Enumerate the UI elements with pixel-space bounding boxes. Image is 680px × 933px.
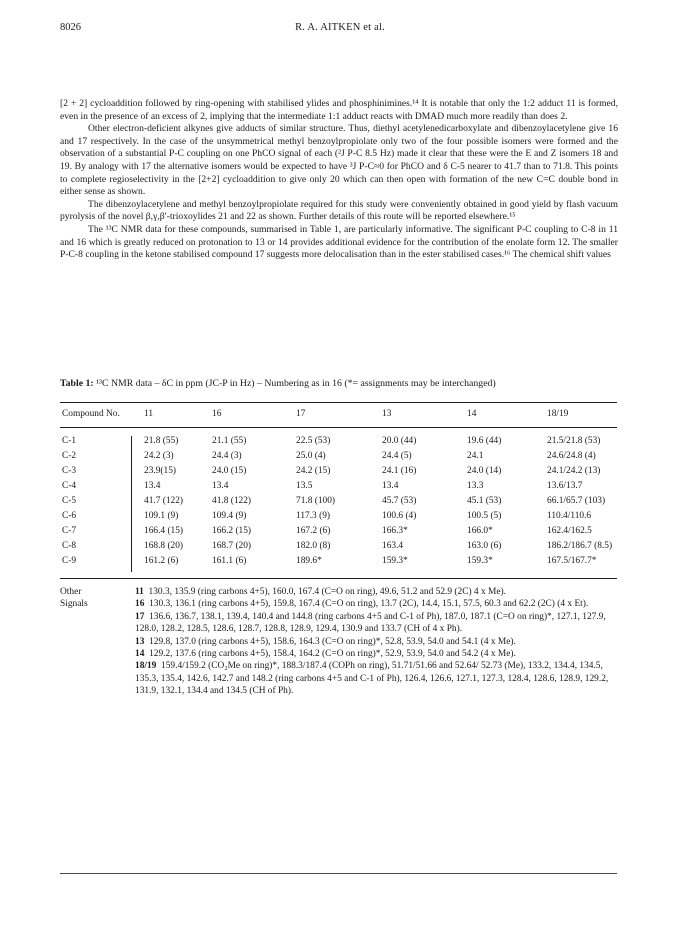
header-col-16: 16 (212, 409, 222, 419)
table-caption-label: Table 1: (60, 378, 94, 389)
header-col-13: 13 (382, 409, 392, 419)
table-cell: 24.1 (467, 451, 484, 461)
row-label: C-9 (62, 556, 77, 566)
body-text (60, 98, 618, 262)
table-row (60, 451, 617, 464)
table-cell: 21.8 (55) (144, 436, 179, 446)
table-caption (60, 378, 620, 389)
table-row (60, 496, 617, 509)
row-label: C-1 (62, 436, 77, 446)
table-cell: 117.3 (9) (296, 511, 331, 521)
table-cell: 159.3* (467, 556, 493, 566)
table-cell: 13.6/13.7 (547, 481, 583, 491)
table-cell: 13.4 (144, 481, 161, 491)
table-cell: 20.0 (44) (382, 436, 417, 446)
table-row (60, 541, 617, 554)
table-cell: 24.6/24.8 (4) (547, 451, 596, 461)
other-label-line2: Signals (60, 599, 88, 610)
table-cell: 71.8 (100) (296, 496, 336, 506)
table-cell: 45.7 (53) (382, 496, 417, 506)
table-cell: 167.2 (6) (296, 526, 331, 536)
table-cell: 22.5 (53) (296, 436, 331, 446)
header-col-11: 11 (144, 409, 154, 419)
table-bottom-rule (60, 873, 617, 874)
table-body-rule (60, 578, 617, 579)
author-header: R. A. AITKEN et al. (295, 22, 385, 33)
other-signal-text: 159.4/159.2 (CO₂Me on ring)*, 188.3/187.4 (COPh on ring), 51.71/51.66 and 52.64/ 52.73 (Me), 133.2, 134.4, 134.5, 135.3, 135.4, 142.6, 142.7 and 148.2 (ring carbons 4+5 and C-1 of Ph), 126.4, 126.6, 127.1, 127.3, 128.4, 128.6, 128.9, 129.2, 131.9, 132.1, 134.4 and 134.5 (CH of Ph). (135, 661, 609, 697)
other-signal-text: 129.8, 137.0 (ring carbons 4+5), 158.6, 164.3 (C=O on ring)*, 52.8, 53.9, 54.0 and 54.1 (4 x Me). (149, 636, 516, 647)
other-label-line1: Other (60, 587, 82, 597)
table-cell: 66.1/65.7 (103) (547, 496, 606, 506)
header-compound-no: Compound No. (62, 409, 120, 419)
other-signal-entry (135, 636, 617, 648)
table-cell: 166.0* (467, 526, 493, 536)
table-cell: 163.0 (6) (467, 541, 502, 551)
table-cell: 161.1 (6) (212, 556, 247, 566)
table-cell: 163.4 (382, 541, 404, 551)
header-col-18-19: 18/19 (547, 409, 569, 419)
other-signal-entry (135, 586, 617, 598)
table-cell: 19.6 (44) (467, 436, 502, 446)
other-signal-entry (135, 660, 617, 697)
table-caption-text: ¹³C NMR data – δC in ppm (JC-P in Hz) – Numbering as in 16 (*= assignments may be interchanged) (96, 378, 496, 389)
row-label: C-5 (62, 496, 77, 506)
other-signal-text: 129.2, 137.6 (ring carbons 4+5), 158.4, 164.2 (C=O on ring)*, 52.9, 53.9, 54.0 and 54.2 (4 x Me). (149, 649, 516, 660)
table-cell: 167.5/167.7* (547, 556, 597, 566)
other-signal-text: 130.3, 136.1 (ring carbons 4+5), 159.8, 167.4 (C=O on ring), 13.7 (2C), 14.4, 15.1, 57.5, 60.3 and 62.2 (2C) (4 x Et). (149, 599, 589, 610)
table-cell: 100.5 (5) (467, 511, 502, 521)
table-cell: 25.0 (4) (296, 451, 326, 461)
other-signals-label (60, 586, 88, 611)
row-label: C-6 (62, 511, 77, 521)
table-cell: 166.2 (15) (212, 526, 252, 536)
running-header (60, 22, 620, 38)
row-label: C-3 (62, 466, 77, 476)
table-cell: 41.8 (122) (212, 496, 252, 506)
other-signal-compound: 18/19 (135, 661, 157, 672)
table-cell: 161.2 (6) (144, 556, 179, 566)
paragraph-2: Other electron-deficient alkynes give adducts of similar structure. Thus, diethyl acetylenedicarboxylate and dibenzoylacetylene give 16 and 17 respectively. In the case of the unsymmetrical methyl benzoylpropiolate only two of the four possible isomers were formed and the observation of a substantial P-C coupling on one PhCO signal of each (²J P-C 8.5 Hz) made it clear that these were the E and Z isomers 18 and 19. By analogy with 17 the alternative isomers would be expected to have ³J P-C≈0 for PhCO and δ C-5 nearer to 41.7 than to 71.8. This points to complete regioselectivity in the [2+2] cycloaddition to give only 20 which can then open with formation of the new C=C double bond in either sense as shown. (60, 123, 618, 198)
table-cell: 168.7 (20) (212, 541, 252, 551)
table-cell: 24.0 (15) (212, 466, 247, 476)
table-cell: 110.4/110.6 (547, 511, 592, 521)
table-cell: 13.5 (296, 481, 313, 491)
paragraph-3: The dibenzoylacetylene and methyl benzoylpropiolate required for this study were conveniently obtained in good yield by flash vacuum pyrolysis of the novel β,γ,β′-trioxoylides 21 and 22 as shown. Further details of this route will be reported elsewhere.¹⁵ (60, 198, 618, 223)
other-signal-compound: 16 (135, 599, 145, 610)
table-cell: 23.9(15) (144, 466, 177, 476)
header-col-17: 17 (296, 409, 306, 419)
row-label: C-2 (62, 451, 77, 461)
other-signal-compound: 17 (135, 611, 145, 622)
table-row (60, 526, 617, 539)
table-cell: 24.0 (14) (467, 466, 502, 476)
table-row (60, 556, 617, 569)
table-cell: 45.1 (53) (467, 496, 502, 506)
table-row (60, 481, 617, 494)
other-signal-compound: 13 (135, 636, 145, 647)
table-cell: 21.5/21.8 (53) (547, 436, 601, 446)
table-cell: 13.4 (382, 481, 399, 491)
paragraph-4: The ¹³C NMR data for these compounds, summarised in Table 1, are particularly informative. The significant P-C coupling to C-8 in 11 and 16 which is greatly reduced on protonation to 13 or 14 provides additional evidence for the contribution of the enolate form 12. The smaller P-C-8 coupling in the ketone stabilised compound 17 suggests more delocalisation than in the ester stabilised cases.¹⁶ The chemical shift values (60, 223, 618, 261)
table-cell: 24.1 (16) (382, 466, 417, 476)
row-label: C-8 (62, 541, 77, 551)
table-top-rule (60, 402, 617, 403)
other-signal-compound: 11 (135, 587, 144, 597)
other-signal-text: 136.6, 136.7, 138.1, 139.4, 140.4 and 144.8 (ring carbons 4+5 and C-1 of Ph), 187.0, 187.1 (C=O on ring)*, 127.1, 127.9, 128.0, 128.2, 128.5, 128.6, 128.7, 128.8, 128.9, 129.4, 130.9 and 133.7 (CH of 4 x Ph). (135, 611, 606, 635)
table-cell: 168.8 (20) (144, 541, 184, 551)
table-cell: 186.2/186.7 (8.5) (547, 541, 613, 551)
other-signal-entry (135, 611, 617, 636)
row-label: C-4 (62, 481, 77, 491)
table-cell: 100.6 (4) (382, 511, 417, 521)
table-cell: 24.1/24.2 (13) (547, 466, 601, 476)
table-header-rule (60, 427, 617, 428)
table-cell: 24.2 (15) (296, 466, 331, 476)
table-cell: 109.4 (9) (212, 511, 247, 521)
table-cell: 189.6* (296, 556, 322, 566)
table-cell: 109.1 (9) (144, 511, 179, 521)
other-signals (135, 586, 617, 698)
table-cell: 162.4/162.5 (547, 526, 592, 536)
table-cell: 166.4 (15) (144, 526, 184, 536)
paragraph-1: [2 + 2] cycloaddition followed by ring-opening with stabilised ylides and phosphinimines.¹⁴ It is notable that only the 1:2 adduct 11 is formed, even in the presence of an excess of 2, implying that the intermediate 1:1 adduct reacts with DMAD much more readily than does 2. (60, 98, 618, 122)
other-signal-entry (135, 598, 617, 610)
table-row (60, 511, 617, 524)
table-cell: 182.0 (8) (296, 541, 331, 551)
table-cell: 24.2 (3) (144, 451, 174, 461)
table-cell: 159.3* (382, 556, 408, 566)
page-number: 8026 (60, 22, 81, 33)
other-signal-compound: 14 (135, 649, 145, 660)
other-signal-text: 130.3, 135.9 (ring carbons 4+5), 160.0, 167.4 (C=O on ring), 49.6, 51.2 and 52.9 (2C) 4 x Me). (148, 587, 506, 597)
table-cell: 24.4 (5) (382, 451, 412, 461)
table-cell: 13.3 (467, 481, 484, 491)
table-cell: 41.7 (122) (144, 496, 184, 506)
row-label: C-7 (62, 526, 77, 536)
table-cell: 13.4 (212, 481, 229, 491)
table-cell: 24.4 (3) (212, 451, 242, 461)
table-row (60, 466, 617, 479)
table-cell: 166.3* (382, 526, 408, 536)
other-signal-entry (135, 648, 617, 660)
table-cell: 21.1 (55) (212, 436, 247, 446)
table-header-row (60, 409, 617, 422)
header-col-14: 14 (467, 409, 477, 419)
table-row (60, 436, 617, 449)
